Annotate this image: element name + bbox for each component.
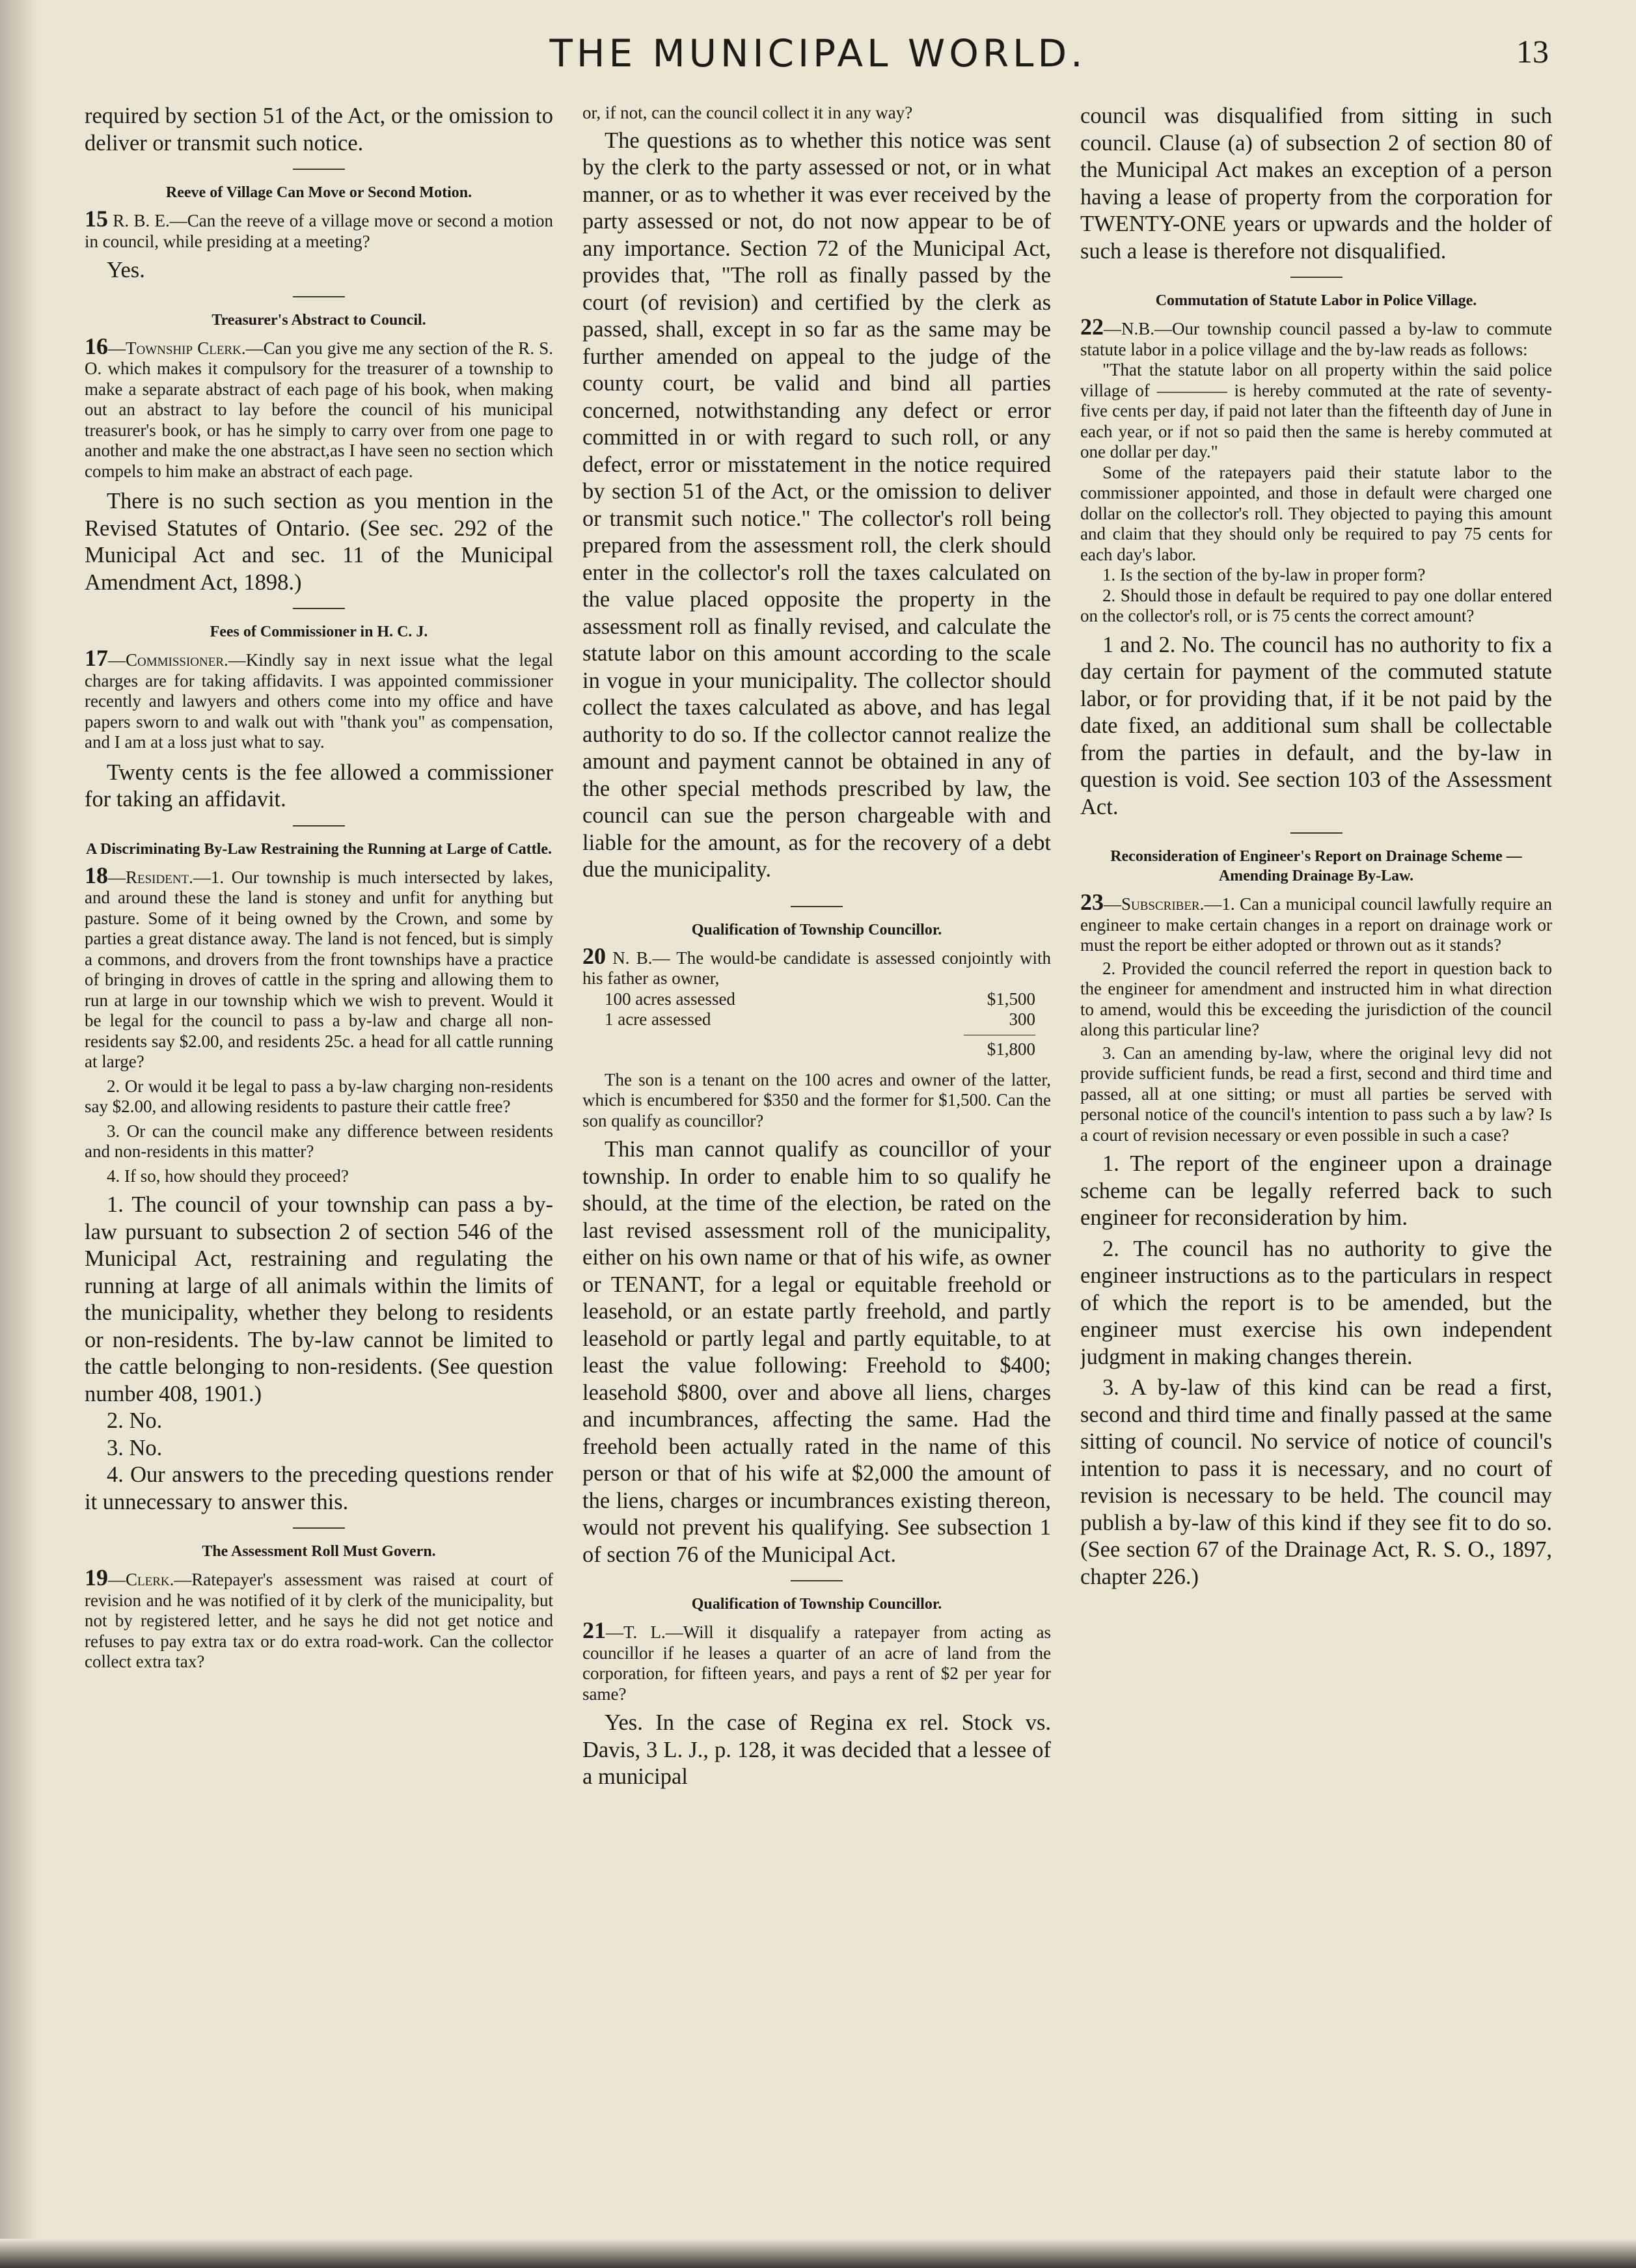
question-18 (85, 862, 553, 1073)
question-23 (1080, 889, 1552, 956)
question-text: —T. L.—Will it disqualify a ratepayer from acting as councillor if he leases a quarter of an acre of land from the corporation, for fifteen years, and pays a rent of $2 per year for same? (582, 1622, 1051, 1704)
question-text: —1. Can a municipal council lawfully require an engineer to make certain changes in a report on drainage work or must the report be either adopted or thrown out as it stands? (1080, 894, 1552, 955)
question-16 (85, 333, 553, 482)
question-number: 23 (1080, 889, 1104, 915)
question-23-part-3: 3. Can an amending by-law, where the original levy did not provide sufficient funds, be read a first, second and third time and passed, all at one sitting; or must all parties be served with personal notice of the council's intention to pass such a by law? Is a court of revision necessary or even possible in such a case? (1080, 1043, 1552, 1145)
question-text: —Can you give me any section of the R. S. O. which makes it compulsory for the treasurer of a township to make a separate abstract of each page of his book, when making out an abstract to lay before the council of his municipal treasurer's book, or has he simply to carry over from one page to another and make the one abstract,as I have seen no section which compels to him make an abstract of each page. (85, 338, 553, 481)
heading-q21: Qualification of Township Councillor. (691, 1596, 942, 1613)
page-shadow-left (0, 0, 39, 2268)
answer-17: Twenty cents is the fee allowed a commissioner for taking an affidavit. (85, 759, 553, 812)
question-text: N. B.— The would-be candidate is assessed conjointly with his father as owner, (582, 948, 1051, 988)
heading-q23: Reconsideration of Engineer's Report on Drainage Scheme —Amending Drainage By-Law. (1110, 848, 1522, 884)
divider (1290, 277, 1343, 278)
answer-23-part-3: 3. A by-law of this kind can be read a first, second and third time and finally passed at the same sitting of council. No service of notice of council's intention to pass it is necessary, and no court of revision is necessary to be held. The council may publish a by-law of this kind if they see fit to do so. (See section 67 of the Drainage Act, R. S. O., 1897, chapter 226.) (1080, 1375, 1552, 1589)
question-text: —Kindly say in next issue what the legal charges are for taking affidavits. I was appointed commissioner recently and lawyers and others come into my office and have papers sworn to and walk out with "thank you" as compensation, and I am at a loss just what to say. (85, 650, 553, 752)
question-18-part-4: 4. If so, how should they proceed? (107, 1166, 349, 1186)
question-text: —N.B.—Our township council passed a by-law to commute statute labor in a police village and the by-law reads as follows: (1080, 319, 1552, 359)
heading-q17: Fees of Commissioner in H. C. J. (210, 623, 428, 640)
heading-q20: Qualification of Township Councillor. (691, 921, 942, 938)
page-header (0, 31, 1636, 83)
heading-q15: Reeve of Village Can Move or Second Motion. (165, 184, 472, 201)
divider (1290, 832, 1343, 834)
answer-23-part-2: 2. The council has no authority to give the engineer instructions as to the particulars in respect of which the report is to be amended, but the engineer must exercise his own independent judgment in making changes therein. (1080, 1236, 1552, 1369)
question-number: 18 (85, 862, 108, 888)
column-2 (582, 103, 1051, 2231)
question-22-part-1: 1. Is the section of the by-law in proper form? (1102, 565, 1426, 584)
questioner: —Subscriber. (1104, 894, 1205, 914)
question-19-continued: or, if not, can the council collect it in any way? (582, 103, 913, 122)
question-23-part-2: 2. Provided the council referred the report in question back to the engineer for amendment and instructed him in what direction to amend, would this be exceeding the jurisdiction of the council along this particular line? (1080, 958, 1552, 1039)
question-number: 15 (85, 206, 108, 232)
question-22-part-b: Some of the ratepayers paid their statute labor to the commissioner appointed, and those in default were charged one dollar on the collector's roll. They objected to paying this amount and claim that they should only be required to pay 75 cents for each day's labor. (1080, 462, 1552, 564)
column-3 (1080, 103, 1552, 2231)
row-value: 300 (1009, 1009, 1035, 1029)
question-15 (85, 206, 553, 252)
question-21 (582, 1617, 1051, 1704)
question-number: 22 (1080, 314, 1104, 340)
questioner: —Commissioner. (108, 650, 228, 670)
column-1 (85, 103, 553, 2231)
answer-19: The questions as to whether this notice was sent by the clerk to the party assessed or not, or in what manner, or as to whether it was ever received by the party assessed or not, do not now appear to be of any importance. Section 72 of the Municipal Act, provides that, "The roll as finally passed by the court (of revision) and certified by the clerk as passed, shall, except in so far as the same may be further amended on appeal to the judge of the county court, be valid and bind all parties concerned, notwithstanding any defect or error committed in or with regard to such roll, or any defect, error or misstatement in the notice required by section 51 of the Act, or the omission to deliver or transmit such notice." The collector's roll being prepared from the assessment roll, the clerk should enter in the collector's roll the taxes calculated on the value placed opposite the property in the assessment roll as finally revised, and calculate the statute labor on this amount according to the scale in vogue in your municipality. The collector should collect the taxes calculated as above, and has legal authority to do so. If the collector cannot realize the amount and payment cannot be obtained in any of the other special methods prescribed by law, the council can sue the person chargeable with and liable for the amount, as for the recovery of a debt due the municipality. (582, 128, 1051, 882)
table-row (582, 989, 1051, 1009)
table-row (582, 1009, 1051, 1030)
answer-21-continued: council was disqualified from sitting in such council. Clause (a) of subsection 2 of section 80 of the Municipal Act makes an exception of a person having a lease of property from the corporation for TWENTY-ONE years or upwards and the holder of such a lease is therefore not disqualified. (1080, 103, 1552, 264)
question-20-part-2: The son is a tenant on the 100 acres and owner of the latter, which is encumbered for $350 and the former for $1,500. Can the son qualify as councillor? (582, 1069, 1051, 1130)
questioner: —Resident. (108, 867, 193, 887)
heading-q16: Treasurer's Abstract to Council. (211, 311, 426, 329)
assessment-table (582, 989, 1051, 1059)
answer-18-part-3: 3. No. (107, 1435, 163, 1460)
row-label: 100 acres assessed (605, 989, 735, 1009)
questioner: —Clerk. (108, 1570, 174, 1589)
question-22-quote: "That the statute labor on all property within the said police village of ———— is hereby commuted at the rate of seventy-five cents per day, if paid not later than the fifteenth day of June in each year, or if not so paid then the same is hereby commuted at one dollar per day." (1080, 360, 1552, 461)
divider (293, 1527, 345, 1529)
answer-16: There is no such section as you mention in the Revised Statutes of Ontario. (See sec. 292 of the Municipal Act and sec. 11 of the Municipal Amendment Act, 1898.) (85, 489, 553, 595)
divider (293, 296, 345, 297)
row-value: $1,500 (987, 989, 1035, 1009)
question-number: 16 (85, 333, 108, 359)
question-18-part-2: 2. Or would it be legal to pass a by-law charging non-residents say $2.00, and allowing residents to pasture their cattle free? (85, 1076, 553, 1116)
question-text: —Ratepayer's assessment was raised at court of revision and he was notified of it by clerk of the municipality, but not by registered letter, and he says he did not get notice and refuses to pay extra tax or do extra road-work. Can the collector collect extra tax? (85, 1570, 553, 1671)
question-text: —1. Our township is much intersected by lakes, and around these the land is stoney and unfit for anything but pasture. Some of it being owned by the Crown, and some by parties a great distance away. The land is not fenced, but is simply a commons, and drovers from the front townships have a practice of bringing in droves of cattle in the spring and allowing them to run at large in our township which we wish to prevent. Would it be legal for the council to pass a by-law and charge all non-residents say $2.00, and residents 25c. a head for all cattle running at large? (85, 867, 553, 1071)
answer-20: This man cannot qualify as councillor of your township. In order to enable him to so qualify he should, at the time of the election, be rated on the last revised assessment roll of the municipality, either on his own name or that of his wife, as owner or TENANT, for a legal or equitable freehold or leasehold, or an estate partly freehold, and partly leasehold or partly legal and partly equitable, to at least the value following: Freehold to $400; leasehold $800, over and above all liens, charges and incumbrances, affecting the same. Had the freehold been actually rated in the name of this person or that of his wife at $2,000 the amount of the liens, charges or incumbrances existing thereon, would not prevent his qualifying. See subsection 1 of section 76 of the Municipal Act. (582, 1137, 1051, 1567)
page-shadow-bottom (0, 2239, 1636, 2268)
divider (791, 1580, 843, 1581)
heading-q18: A Discriminating By-Law Restraining the Running at Large of Cattle. (86, 840, 552, 858)
question-17 (85, 645, 553, 753)
question-19 (85, 1564, 553, 1673)
heading-q19: The Assessment Roll Must Govern. (202, 1543, 436, 1560)
page-number: 13 (1516, 33, 1549, 70)
answer-15: Yes. (107, 258, 145, 282)
intro-text: required by section 51 of the Act, or the omission to deliver or transmit such notice. (85, 103, 553, 156)
row-label: 1 acre assessed (605, 1009, 711, 1029)
question-number: 21 (582, 1617, 606, 1643)
question-22 (1080, 314, 1552, 360)
question-number: 20 (582, 942, 606, 969)
answer-22: 1 and 2. No. The council has no authority to fix a day certain for payment of the commuted statute labor, or for providing that, if it be not paid by the date fixed, an additional sum shall be collectable from the parties in default, and the by-law in question is void. See section 103 of the Assessment Act. (1080, 632, 1552, 819)
masthead-title: THE MUNICIPAL WORLD. (549, 31, 1087, 75)
answer-18-part-1: 1. The council of your township can pass a by-law pursuant to subsection 2 of section 546 of the Municipal Act, restraining and regulating the running at large of all animals within the limits of the municipality, whether they belong to residents or non-residents. The by-law cannot be limited to the cattle belonging to non-residents. (See question number 408, 1901.) (85, 1192, 553, 1406)
question-number: 17 (85, 645, 108, 671)
question-number: 19 (85, 1564, 108, 1591)
divider (293, 169, 345, 170)
divider (293, 825, 345, 827)
answer-21: Yes. In the case of Regina ex rel. Stock vs. Davis, 3 L. J., p. 128, it was decided that a lessee of a municipal (582, 1710, 1051, 1789)
questioner: —Township Clerk. (108, 338, 246, 358)
divider (791, 906, 843, 907)
answer-18-part-4: 4. Our answers to the preceding questions render it unnecessary to answer this. (85, 1462, 553, 1514)
divider (293, 608, 345, 609)
question-20 (582, 942, 1051, 989)
heading-q22: Commutation of Statute Labor in Police Village. (1155, 292, 1477, 309)
answer-23-part-1: 1. The report of the engineer upon a drainage scheme can be legally referred back to such engineer for reconsideration by him. (1080, 1151, 1552, 1230)
answer-18-part-2: 2. No. (107, 1408, 163, 1433)
question-text: R. B. E.—Can the reeve of a village move or second a motion in council, while presiding at a meeting? (85, 211, 553, 251)
table-total: $1,800 (987, 1039, 1035, 1059)
question-18-part-3: 3. Or can the council make any difference between residents and non-residents in this matter? (85, 1121, 553, 1161)
question-22-part-2: 2. Should those in default be required to pay one dollar entered on the collector's roll, or is 75 cents the correct amount? (1080, 585, 1552, 625)
